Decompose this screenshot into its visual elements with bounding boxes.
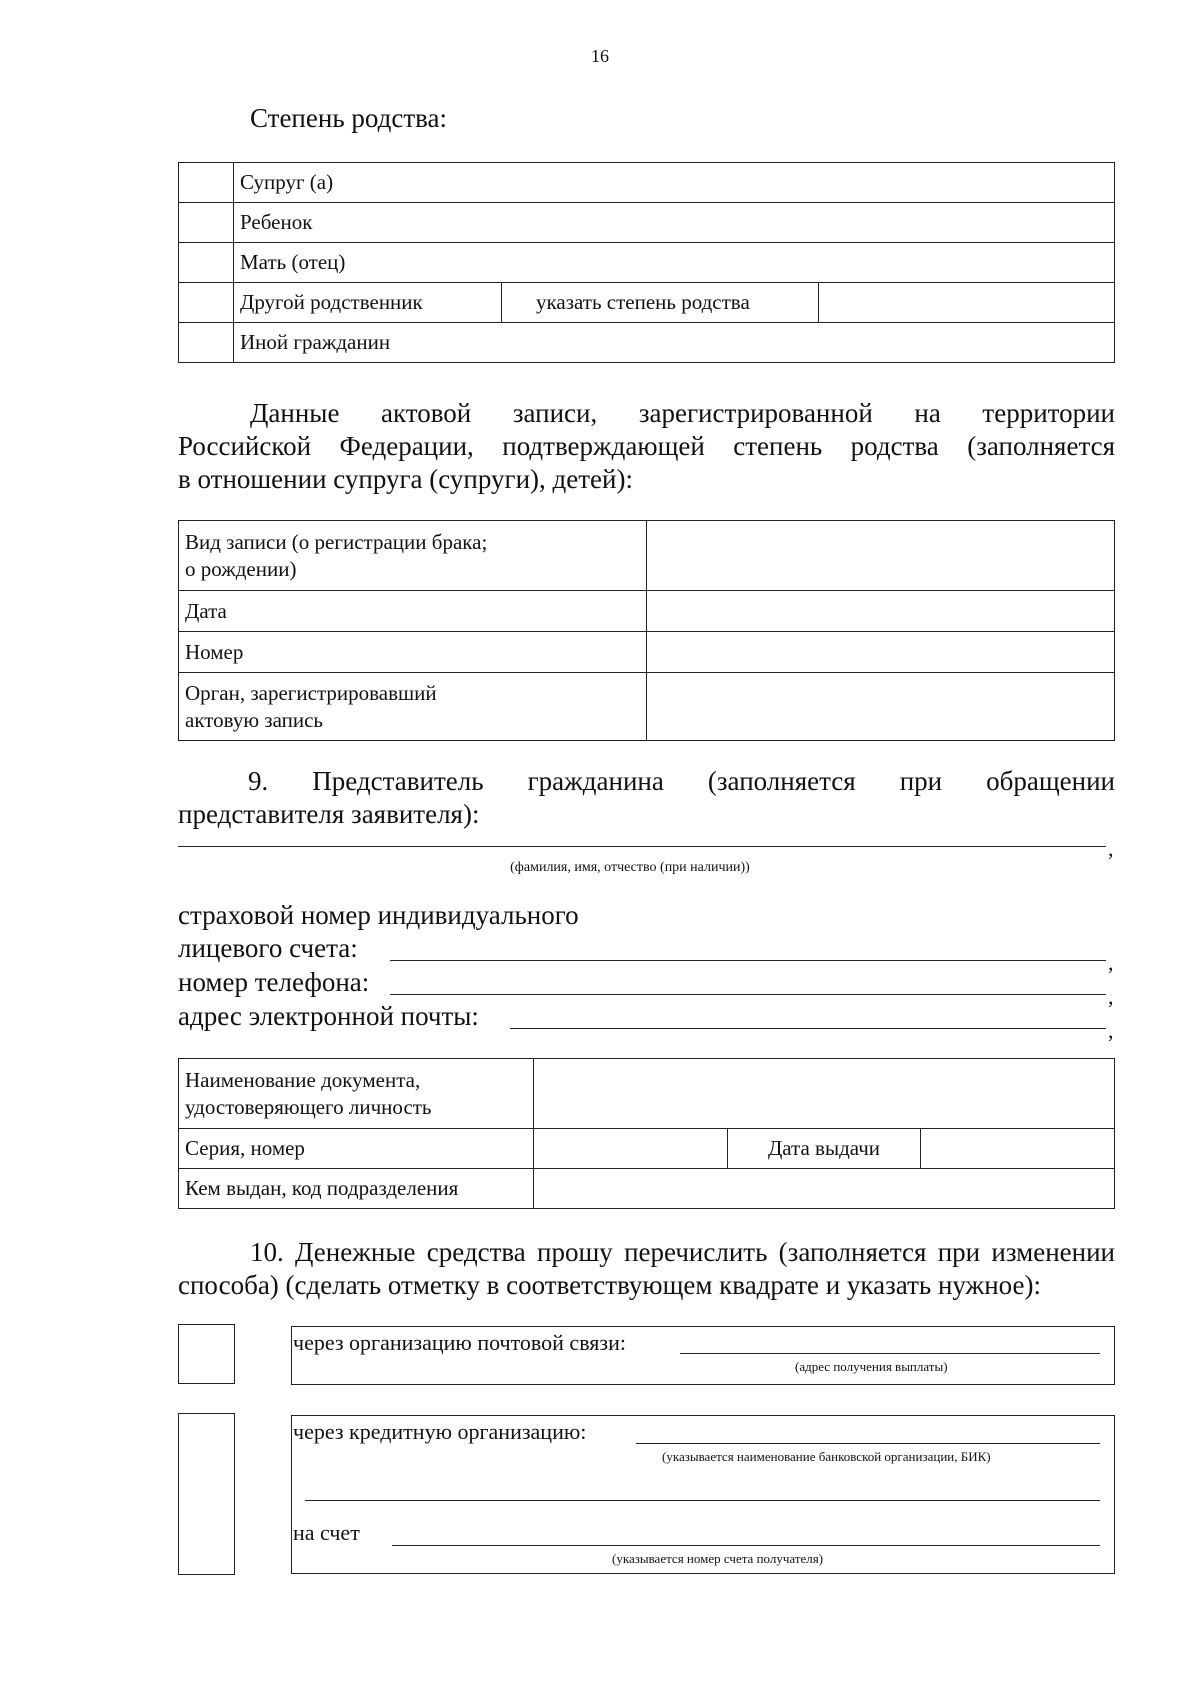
comma: ,: [1108, 1018, 1114, 1043]
specify-kinship-label: указать степень родства: [502, 283, 819, 323]
phone-label: номер телефона:: [178, 967, 370, 997]
issued-by-field[interactable]: [534, 1169, 1115, 1209]
kinship-row-spouse: [179, 163, 1115, 203]
act-record-label: Вид записи (о регистрации брака; о рождении): [179, 521, 647, 591]
act-record-table: [178, 520, 1115, 741]
post-address-line[interactable]: [680, 1353, 1100, 1354]
post-address-caption: (адрес получения выплаты): [795, 1359, 948, 1374]
bank-option-checkbox[interactable]: [178, 1413, 235, 1575]
kinship-checkbox-other-citizen[interactable]: [179, 323, 234, 363]
payment-heading: 10. Денежные средства прошу перечислить (заполняется при изменении способа) (сделать отметку в соответствующем квадрате и указать нужное):: [178, 1237, 1115, 1300]
kinship-checkbox-other-relative[interactable]: [179, 283, 234, 323]
representative-name-caption: (фамилия, имя, отчество (при наличии)): [510, 860, 750, 875]
act-record-row: [179, 521, 1115, 591]
act-record-intro: Данные актовой записи, зарегистрированной на территории Российской Федерации, подтверждающей степень родства (заполняется в отношении супруга (супруги), детей):: [178, 398, 1115, 494]
act-record-date-field[interactable]: [647, 591, 1115, 632]
representative-name-line[interactable]: [178, 846, 1106, 847]
identity-doc-name-label: Наименование документа, удостоверяющего личность: [179, 1059, 534, 1129]
snils-label-line1: страховой номер индивидуального: [178, 900, 579, 930]
act-record-number-field[interactable]: [647, 632, 1115, 673]
bank-name-line[interactable]: [636, 1443, 1100, 1444]
issued-by-label: Кем выдан, код подразделения: [179, 1169, 534, 1209]
kinship-checkbox-spouse[interactable]: [179, 163, 234, 203]
kinship-table: [178, 162, 1115, 363]
account-label: на счет: [293, 1520, 360, 1545]
kinship-label: Ребенок: [234, 203, 1115, 243]
phone-input-line[interactable]: [390, 994, 1106, 995]
act-record-row: [179, 591, 1115, 632]
kinship-row-other-relative: [179, 283, 1115, 323]
act-record-type-field[interactable]: [647, 521, 1115, 591]
snils-input-line[interactable]: [390, 960, 1106, 961]
post-option-checkbox[interactable]: [178, 1324, 235, 1384]
identity-doc-row: [179, 1169, 1115, 1209]
issue-date-field[interactable]: [921, 1129, 1115, 1169]
snils-label-line2: лицевого счета:: [178, 933, 358, 963]
email-input-line[interactable]: [510, 1028, 1106, 1029]
kinship-title: Степень родства:: [250, 103, 448, 133]
act-record-authority-field[interactable]: [647, 673, 1115, 741]
kinship-row-other-citizen: [179, 323, 1115, 363]
kinship-checkbox-parent[interactable]: [179, 243, 234, 283]
comma: ,: [1108, 950, 1114, 975]
kinship-checkbox-child[interactable]: [179, 203, 234, 243]
series-number-label: Серия, номер: [179, 1129, 534, 1169]
issue-date-label: Дата выдачи: [728, 1129, 921, 1169]
comma: ,: [1108, 836, 1114, 861]
act-record-label: Орган, зарегистрировавший актовую запись: [179, 673, 647, 741]
kinship-row-child: [179, 203, 1115, 243]
identity-document-table: [178, 1058, 1115, 1209]
kinship-row-parent: [179, 243, 1115, 283]
bank-name-line-2[interactable]: [305, 1500, 1100, 1501]
kinship-label: Иной гражданин: [234, 323, 1115, 363]
representative-heading: 9. Представитель гражданина (заполняется при обращении представителя заявителя):: [178, 766, 1115, 829]
act-record-label: Дата: [179, 591, 647, 632]
comma: ,: [1108, 984, 1114, 1009]
account-number-line[interactable]: [392, 1545, 1100, 1546]
specify-kinship-field[interactable]: [819, 283, 1115, 323]
kinship-label: Мать (отец): [234, 243, 1115, 283]
email-label: адрес электронной почты:: [178, 1001, 479, 1031]
act-record-label: Номер: [179, 632, 647, 673]
kinship-label: Супруг (а): [234, 163, 1115, 203]
account-number-caption: (указывается номер счета получателя): [612, 1551, 824, 1566]
identity-doc-name-field[interactable]: [534, 1059, 1115, 1129]
identity-doc-row: [179, 1129, 1115, 1169]
bank-name-caption: (указывается наименование банковской организации, БИК): [662, 1449, 991, 1464]
page-number: 16: [591, 46, 609, 66]
identity-doc-row: [179, 1059, 1115, 1129]
bank-option-label: через кредитную организацию:: [293, 1419, 587, 1444]
post-option-label: через организацию почтовой связи:: [293, 1330, 626, 1355]
series-number-field[interactable]: [534, 1129, 728, 1169]
act-record-row: [179, 673, 1115, 741]
act-record-row: [179, 632, 1115, 673]
kinship-label: Другой родственник: [234, 283, 502, 323]
